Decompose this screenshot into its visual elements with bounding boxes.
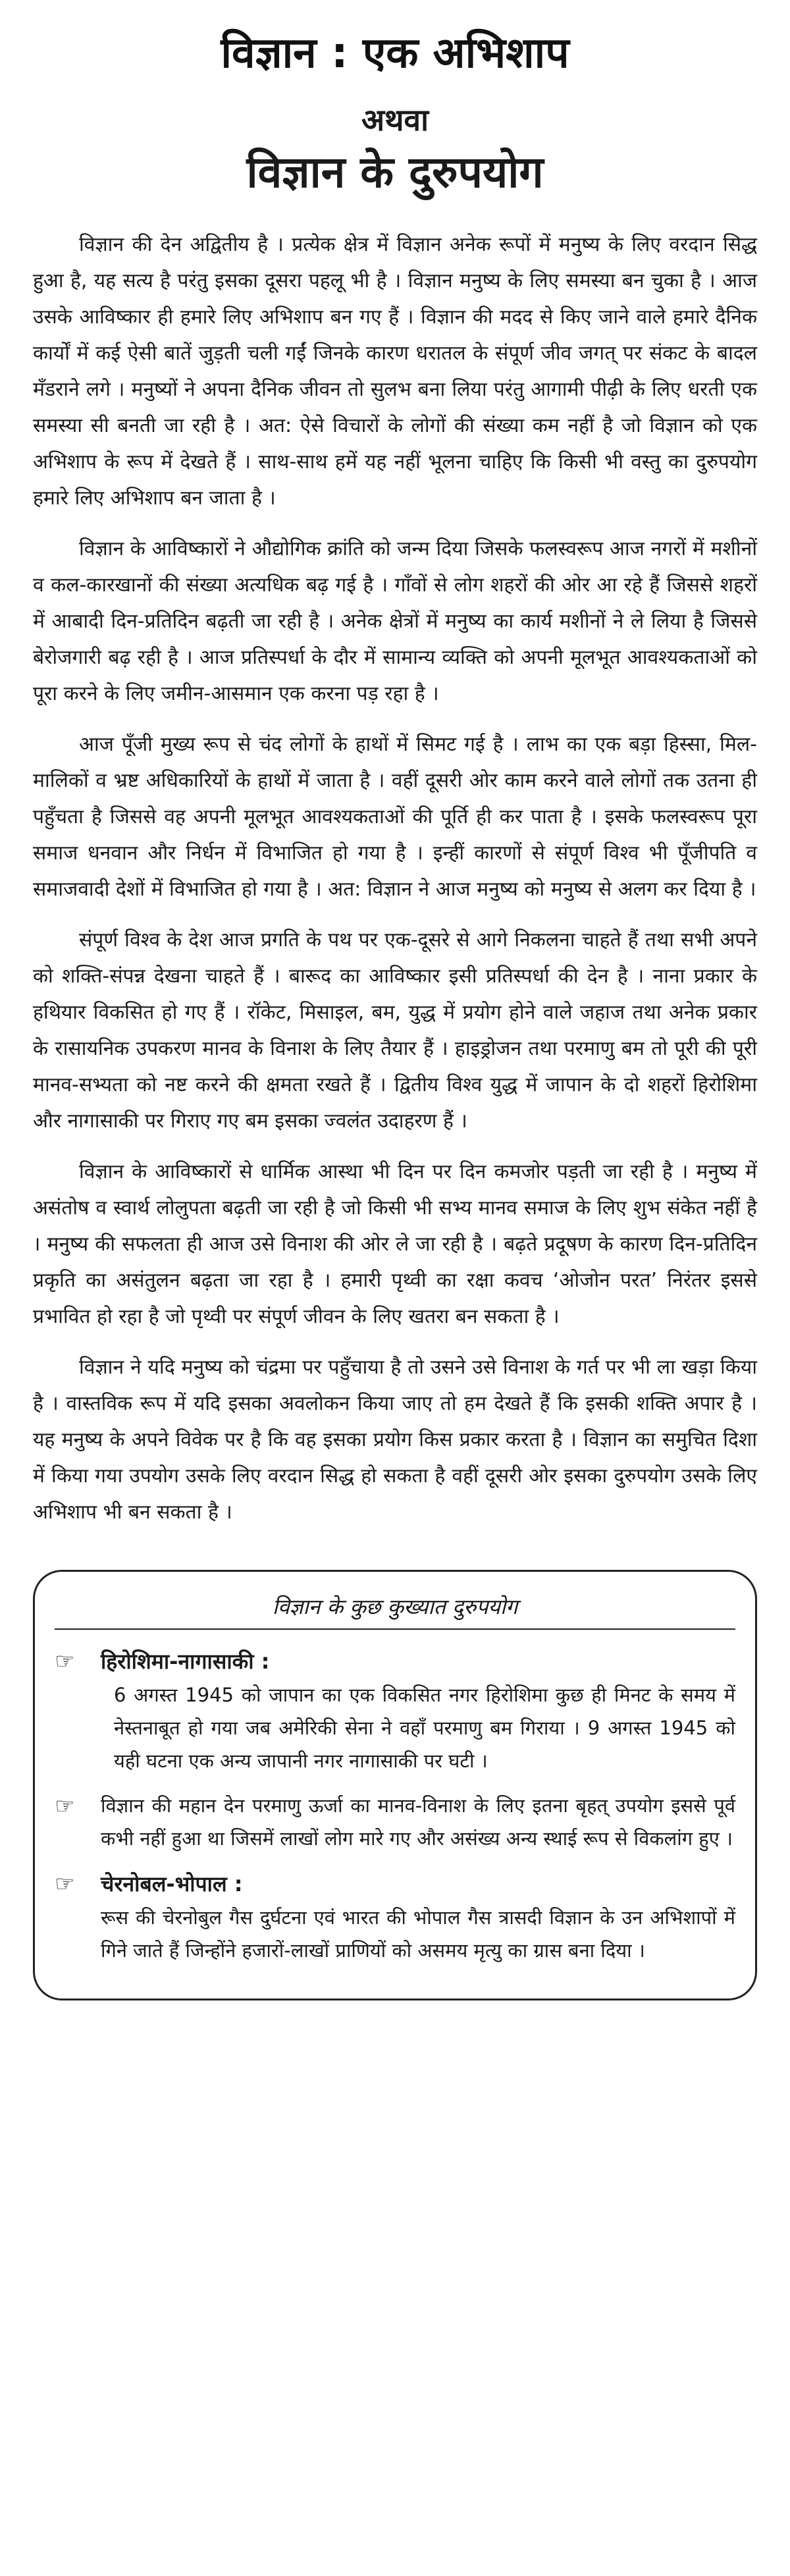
list-item-body [101,1644,735,1777]
info-box-title: विज्ञान के कुछ कुख्यात दुरुपयोग [272,1594,518,1619]
list-item [55,1644,735,1777]
list-item [55,1789,735,1855]
list-item-body [101,1789,735,1855]
pointing-hand-icon: ☞ [55,1648,75,1675]
list-item-body [101,1867,735,1967]
paragraph: विज्ञान ने यदि मनुष्य को चंद्रमा पर पहुँचाया है तो उसने उसे विनाश के गर्त पर भी ला खड़ा किया है । वास्तविक रूप में यदि इसका अवलोकन किया जाए तो हम देखते हैं कि इसकी शक्ति अपार है । यह मनुष्य के अपने विवेक पर है कि वह इसका प्रयोग किस प्रकार करता है । विज्ञान का समुचित दिशा में किया गया उपयोग उसके लिए वरदान सिद्ध हो सकता है वहीं दूसरी ओर इसका दुरुपयोग उसके लिए अभिशाप भी बन सकता है । [33,1356,757,1524]
paragraph: विज्ञान के आविष्कारों से धार्मिक आस्था भी दिन पर दिन कमजोर पड़ती जा रही है । मनुष्य में असंतोष व स्वार्थ लोलुपता बढ़ती जा रही है जो किसी भी सभ्य मानव समाज के लिए शुभ संकेत नहीं है । मनुष्य की सफलता ही आज उसे विनाश की ओर ले जा रही है । बढ़ते प्रदूषण के कारण दिन-प्रतिदिन प्रकृति का असंतुलन बढ़ता जा रहा है । हमारी पृथ्वी का रक्षा कवच ‘ओजोन परत’ निरंतर इससे प्रभावित हो रहा है जो पृथ्वी पर संपूर्ण जीवन के लिए खतरा बन सकता है । [33,1160,757,1328]
pointing-hand-icon: ☞ [55,1793,75,1819]
page-title: विज्ञान : एक अभिशाप [221,29,569,78]
info-box [33,1570,757,2000]
list-item-heading: हिरोशिमा-नागासाकी : [101,1649,270,1674]
paragraph: आज पूँजी मुख्य रूप से चंद लोगों के हाथों में सिमट गई है । लाभ का एक बड़ा हिस्सा, मिल-मालिकों व भ्रष्ट अधिकारियों के हाथों में जाता है । वहीं दूसरी ओर काम करने वाले लोगों तक उतना ही पहुँचता है जिससे वह अपनी मूलभूत आवश्यकताओं की पूर्ति ही कर पाता है । इसके फलस्वरूप पूरा समाज धनवान और निर्धन में विभाजित हो गया है । इन्हीं कारणों से संपूर्ण विश्व भी पूँजीपति व समाजवादी देशों में विभाजित हो गया है । अत: विज्ञान ने आज मनुष्य को मनुष्य से अलग कर दिया है । [33,733,757,901]
paragraph: संपूर्ण विश्व के देश आज प्रगति के पथ पर एक-दूसरे से आगे निकलना चाहते हैं तथा सभी अपने को शक्ति-संपन्न देखना चाहते हैं । बारूद का आविष्कार इसी प्रतिस्पर्धा की देन है । नाना प्रकार के हथियार विकसित हो गए हैं । रॉकेट, मिसाइल, बम, युद्ध में प्रयोग होने वाले जहाज तथा अनेक प्रकार के रासायनिक उपकरण मानव के विनाश के लिए तैयार हैं । हाइड्रोजन तथा परमाणु बम तो पूरी की पूरी मानव-सभ्यता को नष्ट करने की क्षमता रखते हैं । द्वितीय विश्व युद्ध में जापान के दो शहरों हिरोशिमा और नागासाकी पर गिराए गए बम इसका ज्वलंत उदाहरण हैं । [33,928,757,1133]
divider [55,1628,735,1630]
page-subtitle: अथवा [361,102,429,138]
paragraph: विज्ञान के आविष्कारों ने औद्योगिक क्रांति को जन्म दिया जिसके फलस्वरूप आज नगरों में मशीनों व कल-कारखानों की संख्या अत्यधिक बढ़ गई है । गाँवों से लोग शहरों की ओर आ रहे हैं जिससे शहरों में आबादी दिन-प्रतिदिन बढ़ती जा रही है । अनेक क्षेत्रों में मनुष्य का कार्य मशीनों ने ले लिया है जिससे बेरोजगारी बढ़ रही है । आज प्रतिस्पर्धा के दौर में सामान्य व्यक्ति को अपनी मूलभूत आवश्यकताओं को पूरा करने के लिए जमीन-आसमान एक करना पड़ रहा है । [33,537,757,705]
page-title-alternate: विज्ञान के दुरुपयोग [246,147,544,198]
list-item-text: विज्ञान की महान देन परमाणु ऊर्जा का मानव-विनाश के लिए इतना बृहत् उपयोग इससे पूर्व कभी नहीं हुआ था जिसमें लाखों लोग मारे गए और असंख्य अन्य स्थाई रूप से विकलांग हुए । [101,1794,735,1850]
list-item [55,1867,735,1967]
list-item-text: 6 अगस्त 1945 को जापान का एक विकसित नगर हिरोशिमा कुछ ही मिनट के समय में नेस्तनाबूत हो गया जब अमेरिकी सेना ने वहाँ परमाणु बम गिराया । 9 अगस्त 1945 को यही घटना एक अन्य जापानी नगर नागासाकी पर घटी । [114,1684,735,1772]
list-item-text: रूस की चेरनोबुल गैस दुर्घटना एवं भारत की भोपाल गैस त्रासदी विज्ञान के उन अभिशापों में गिने जाते हैं जिन्होंने हजारों-लाखों प्राणियों को असमय मृत्यु का ग्रास बना दिया । [101,1906,735,1962]
list-item-heading: चेरनोबल-भोपाल : [101,1871,243,1896]
paragraph: विज्ञान की देन अद्वितीय है । प्रत्येक क्षेत्र में विज्ञान अनेक रूपों में मनुष्य के लिए वरदान सिद्ध हुआ है, यह सत्य है परंतु इसका दूसरा पहलू भी है । विज्ञान मनुष्य के लिए समस्या बन चुका है । आज उसके आविष्कार ही हमारे लिए अभिशाप बन गए हैं । विज्ञान की मदद से किए जाने वाले हमारे दैनिक कार्यों में कई ऐसी बातें जुड़ती चली गईं जिनके कारण धरातल के संपूर्ण जीव जगत् पर संकट के बादल मँडराने लगे । मनुष्यों ने अपना दैनिक जीवन तो सुलभ बना लिया परंतु आगामी पीढ़ी के लिए धरती एक समस्या सी बनती जा रही है । अत: ऐसे विचारों के लोगों की संख्या कम नहीं है जो विज्ञान को एक अभिशाप के रूप में देखते हैं । साथ-साथ हमें यह नहीं भूलना चाहिए कि किसी भी वस्तु का दुरुपयोग हमारे लिए अभिशाप बन जाता है । [33,233,757,510]
essay-body [33,227,757,1530]
pointing-hand-icon: ☞ [55,1871,75,1897]
